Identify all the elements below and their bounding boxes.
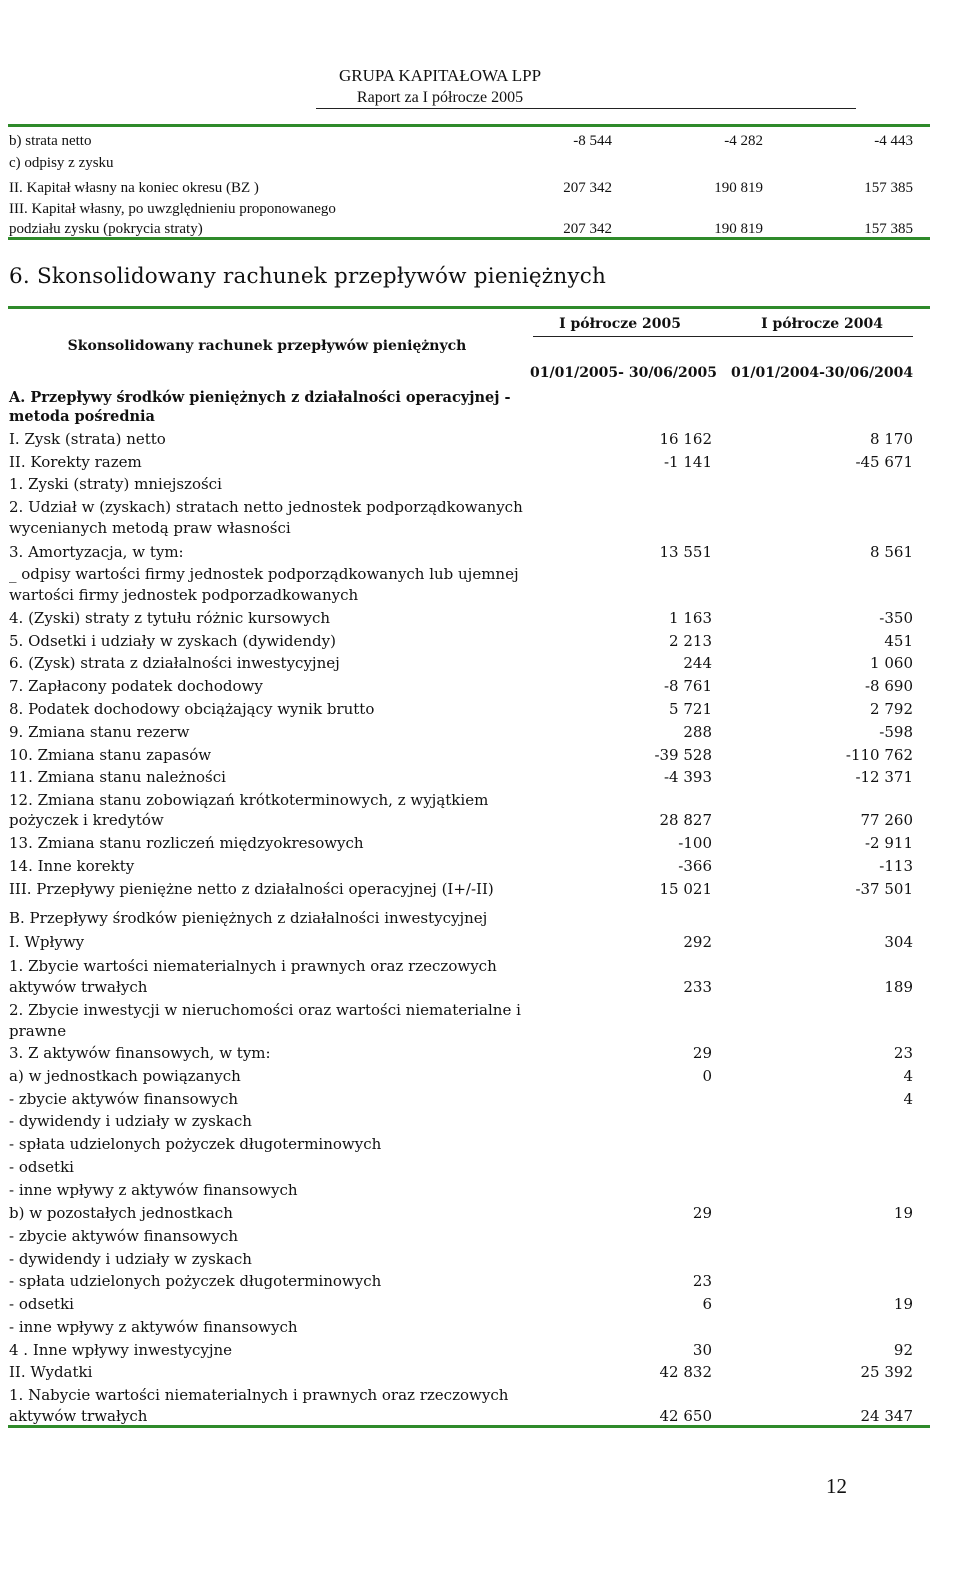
cash-row-value-2004: -2 911 (864, 834, 913, 852)
page-number: 12 (826, 1474, 847, 1498)
cash-row-value-2005: -100 (678, 834, 712, 852)
cash-row-value-2004: -12 371 (855, 768, 913, 786)
cash-row-label: II. Wydatki (9, 1363, 93, 1381)
cash-row-label: 9. Zmiana stanu rezerw (9, 723, 190, 741)
equity-row-value: 190 819 (714, 221, 763, 237)
cash-row-value-2005: -39 528 (654, 746, 712, 764)
cash-row-label: 11. Zmiana stanu należności (9, 768, 226, 786)
cash-row-label: aktywów trwałych (9, 1407, 148, 1425)
cash-row-value-2004: 1 060 (870, 654, 913, 672)
cash-row-value-2004: 19 (893, 1204, 913, 1222)
equity-row-value: 157 385 (864, 180, 913, 196)
cash-row-label: 13. Zmiana stanu rozliczeń międzyokresowych (9, 834, 364, 852)
equity-row-value: -4 443 (874, 133, 913, 149)
section-title: 6. Skonsolidowany rachunek przepływów pieniężnych (9, 264, 607, 289)
cash-row-label: III. Przepływy pieniężne netto z działalności operacyjnej (I+/-II) (9, 880, 494, 898)
cash-row-label: 7. Zapłacony podatek dochodowy (9, 677, 263, 695)
cash-row-value-2005: 2 213 (669, 632, 712, 650)
cash-row-value-2005: -366 (678, 857, 712, 875)
cash-row-value-2005: 6 (702, 1295, 712, 1313)
cash-row-value-2004: 451 (884, 632, 913, 650)
cash-row-value-2004: -37 501 (855, 880, 913, 898)
cash-row-label: 10. Zmiana stanu zapasów (9, 746, 212, 764)
cash-row-value-2005: 288 (683, 723, 712, 741)
cash-row-label: - dywidendy i udziały w zyskach (9, 1250, 252, 1268)
cash-row-value-2004: 189 (884, 978, 913, 996)
cash-row-label: prawne (9, 1022, 67, 1040)
cash-row-value-2004: 24 347 (860, 1407, 913, 1425)
cash-row-label: B. Przepływy środków pieniężnych z działalności inwestycyjnej (9, 909, 488, 927)
equity-row-label: III. Kapitał własny, po uwzględnieniu proponowanego (9, 201, 336, 217)
cash-row-label: - dywidendy i udziały w zyskach (9, 1112, 252, 1130)
col2-dates-header: 01/01/2004-30/06/2004 (730, 365, 914, 381)
top-table-rule-bottom (8, 237, 930, 240)
cash-row-value-2004: -350 (879, 609, 913, 627)
cash-row-label: 4 . Inne wpływy inwestycyjne (9, 1341, 233, 1359)
cash-row-value-2004: 23 (893, 1044, 913, 1062)
section-a-heading-line2: metoda pośrednia (9, 408, 155, 425)
table-title: Skonsolidowany rachunek przepływów pieniężnych (67, 338, 467, 354)
cash-row-value-2005: 28 827 (659, 811, 712, 829)
cash-row-value-2005: -4 393 (663, 768, 712, 786)
cash-row-value-2004: -113 (879, 857, 913, 875)
cash-row-label: wartości firmy jednostek podporzadkowanych (9, 586, 359, 604)
cash-row-value-2005: 5 721 (669, 700, 712, 718)
cash-row-label: wycenianych metodą praw własności (9, 519, 291, 537)
cash-row-value-2005: -8 761 (663, 677, 712, 695)
cash-row-label: 2. Zbycie inwestycji w nieruchomości oraz wartości niematerialne i (9, 1001, 521, 1019)
cash-row-value-2005: 244 (683, 654, 712, 672)
cash-row-label: 3. Z aktywów finansowych, w tym: (9, 1044, 271, 1062)
cash-row-value-2005: 0 (702, 1067, 712, 1085)
equity-row-value: 207 342 (563, 180, 612, 196)
cash-row-value-2004: -110 762 (845, 746, 913, 764)
cash-row-value-2005: 42 650 (659, 1407, 712, 1425)
cash-row-label: - spłata udzielonych pożyczek długoterminowych (9, 1135, 382, 1153)
cash-table-rule-bottom (8, 1425, 930, 1428)
equity-row-label: podziału zysku (pokrycia straty) (9, 221, 203, 237)
cash-row-value-2005: 30 (692, 1341, 712, 1359)
cash-row-value-2004: 77 260 (860, 811, 913, 829)
cash-row-value-2004: -45 671 (855, 453, 913, 471)
equity-row-value: -4 282 (724, 133, 763, 149)
cash-row-label: _ odpisy wartości firmy jednostek podporządkowanych lub ujemnej (9, 565, 519, 583)
equity-row-label: II. Kapitał własny na koniec okresu (BZ ) (9, 180, 259, 196)
cash-row-value-2005: 233 (683, 978, 712, 996)
cash-row-label: 6. (Zysk) strata z działalności inwestycyjnej (9, 654, 340, 672)
cash-row-label: - odsetki (9, 1158, 74, 1176)
cash-row-label: 1. Nabycie wartości niematerialnych i prawnych oraz rzeczowych (9, 1386, 509, 1404)
cash-row-value-2004: 92 (893, 1341, 913, 1359)
cash-row-label: - spłata udzielonych pożyczek długoterminowych (9, 1272, 382, 1290)
cash-row-label: I. Zysk (strata) netto (9, 430, 166, 448)
cash-row-value-2004: 4 (903, 1090, 913, 1108)
top-table-rule-top (8, 124, 930, 127)
report-subtitle: Raport za I półrocze 2005 (356, 89, 524, 106)
cash-row-value-2004: 8 170 (870, 430, 913, 448)
cash-row-value-2004: -8 690 (864, 677, 913, 695)
cash-table-rule-top (8, 306, 930, 309)
cash-row-value-2005: 15 021 (659, 880, 712, 898)
cash-row-value-2005: -1 141 (663, 453, 712, 471)
cash-row-value-2005: 292 (683, 933, 712, 951)
cash-row-label: a) w jednostkach powiązanych (9, 1067, 241, 1085)
cash-row-value-2005: 23 (692, 1272, 712, 1290)
cash-row-label: 5. Odsetki i udziały w zyskach (dywidendy) (9, 632, 336, 650)
cash-row-value-2004: 304 (884, 933, 913, 951)
cash-row-label: 2. Udział w (zyskach) stratach netto jednostek podporządkowanych (9, 498, 523, 516)
cash-row-label: b) w pozostałych jednostkach (9, 1204, 233, 1222)
col2-period-header: I półrocze 2004 (761, 316, 883, 332)
cash-row-label: 8. Podatek dochodowy obciążający wynik brutto (9, 700, 375, 718)
cash-row-value-2005: 42 832 (659, 1363, 712, 1381)
company-title: GRUPA KAPITAŁOWA LPP (338, 66, 542, 85)
cash-row-value-2005: 16 162 (659, 430, 712, 448)
col1-period-header: I półrocze 2005 (559, 316, 681, 332)
cash-row-label: - zbycie aktywów finansowych (9, 1227, 239, 1245)
cash-row-label: - inne wpływy z aktywów finansowych (9, 1318, 298, 1336)
cash-row-label: - zbycie aktywów finansowych (9, 1090, 239, 1108)
cash-row-value-2004: -598 (879, 723, 913, 741)
cash-row-label: II. Korekty razem (9, 453, 142, 471)
period-header-rule (533, 336, 913, 337)
cash-row-label: aktywów trwałych (9, 978, 148, 996)
cash-row-label: 1. Zyski (straty) mniejszości (9, 475, 222, 493)
cash-row-label: 1. Zbycie wartości niematerialnych i prawnych oraz rzeczowych (9, 957, 497, 975)
cash-row-label: 12. Zmiana stanu zobowiązań krótkoterminowych, z wyjątkiem (9, 791, 489, 809)
section-a-heading-line1: A. Przepływy środków pieniężnych z działalności operacyjnej - (9, 389, 511, 406)
cash-row-value-2005: 29 (692, 1044, 712, 1062)
cash-row-label: I. Wpływy (9, 933, 85, 951)
header-rule (316, 108, 856, 109)
equity-row-label: c) odpisy z zysku (9, 155, 114, 171)
cash-row-label: - inne wpływy z aktywów finansowych (9, 1181, 298, 1199)
equity-row-value: 190 819 (714, 180, 763, 196)
equity-row-label: b) strata netto (9, 133, 92, 149)
cash-row-label: - odsetki (9, 1295, 74, 1313)
cash-row-value-2004: 4 (903, 1067, 913, 1085)
cash-row-value-2005: 1 163 (669, 609, 712, 627)
cash-row-value-2005: 13 551 (659, 543, 712, 561)
cash-row-label: 4. (Zyski) straty z tytułu różnic kursowych (9, 609, 331, 627)
cash-row-value-2004: 8 561 (870, 543, 913, 561)
cash-row-value-2005: 29 (692, 1204, 712, 1222)
cash-row-value-2004: 25 392 (860, 1363, 913, 1381)
cash-row-value-2004: 2 792 (870, 700, 913, 718)
equity-row-value: 207 342 (563, 221, 612, 237)
cash-row-label: 14. Inne korekty (9, 857, 135, 875)
cash-row-label: 3. Amortyzacja, w tym: (9, 543, 184, 561)
cash-row-value-2004: 19 (893, 1295, 913, 1313)
equity-row-value: 157 385 (864, 221, 913, 237)
cash-row-label: pożyczek i kredytów (9, 811, 164, 829)
col1-dates-header: 01/01/2005- 30/06/2005 (530, 365, 717, 381)
equity-row-value: -8 544 (573, 133, 612, 149)
